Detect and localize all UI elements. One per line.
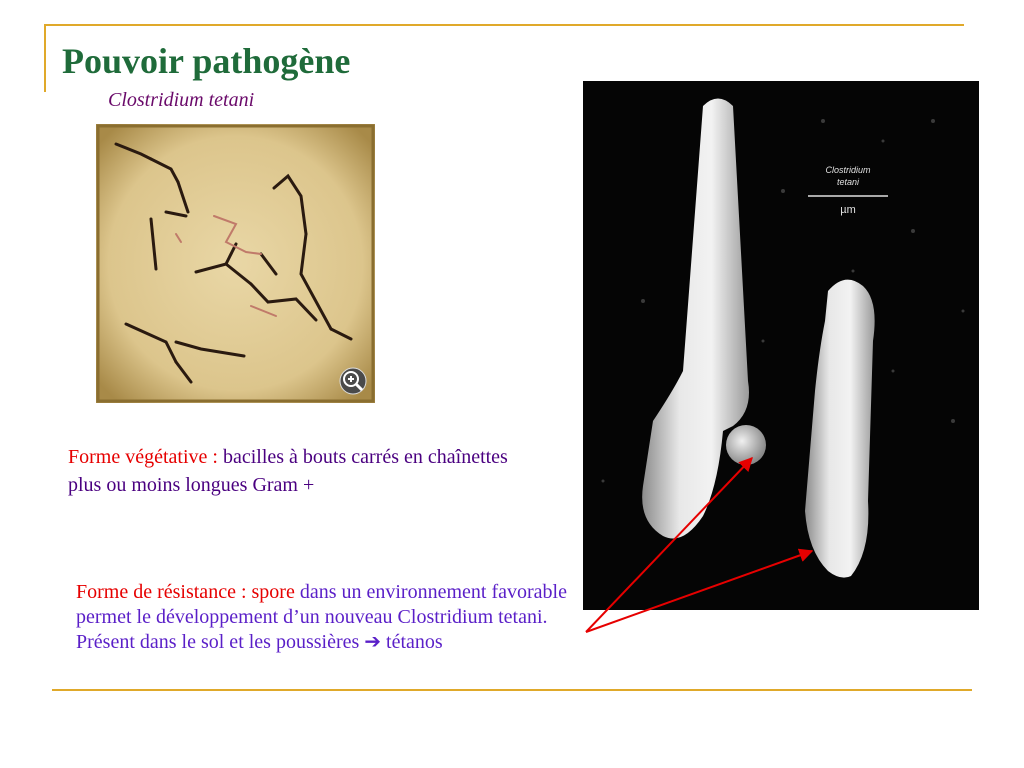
page-subtitle: Clostridium tetani (108, 89, 255, 111)
arrow-right-icon: ➔ (364, 631, 382, 653)
top-divider (44, 24, 964, 26)
vegetative-description: bacilles à bouts carrés en chaînettes plus ou moins longues Gram + (68, 446, 508, 496)
magnifier-plus-icon[interactable] (340, 368, 366, 394)
resistance-form-text (76, 580, 586, 655)
sem-scale-unit: µm (840, 204, 856, 216)
sem-label-name-line1: Clostridium (825, 165, 871, 175)
page-title: Pouvoir pathogène (62, 41, 351, 81)
sem-micrograph (583, 81, 979, 610)
resistance-term: Forme de résistance : (76, 581, 247, 603)
tetanos-text: tétanos (381, 631, 443, 653)
sem-label-name-line2: tetani (836, 177, 860, 187)
habitat-text: Présent dans le sol et les poussières (76, 631, 365, 653)
title-accent-bar (44, 24, 46, 92)
bottom-divider (52, 689, 972, 691)
vegetative-term: Forme végétative (68, 446, 208, 468)
vegetative-separator: : (207, 446, 218, 468)
resistance-description: dans un environnement favorable permet le développement d’un nouveau Clostridium tetani. (76, 581, 567, 628)
gram-stain-micrograph (96, 124, 375, 403)
vegetative-form-text (68, 443, 528, 499)
spore-word: spore (246, 581, 295, 603)
